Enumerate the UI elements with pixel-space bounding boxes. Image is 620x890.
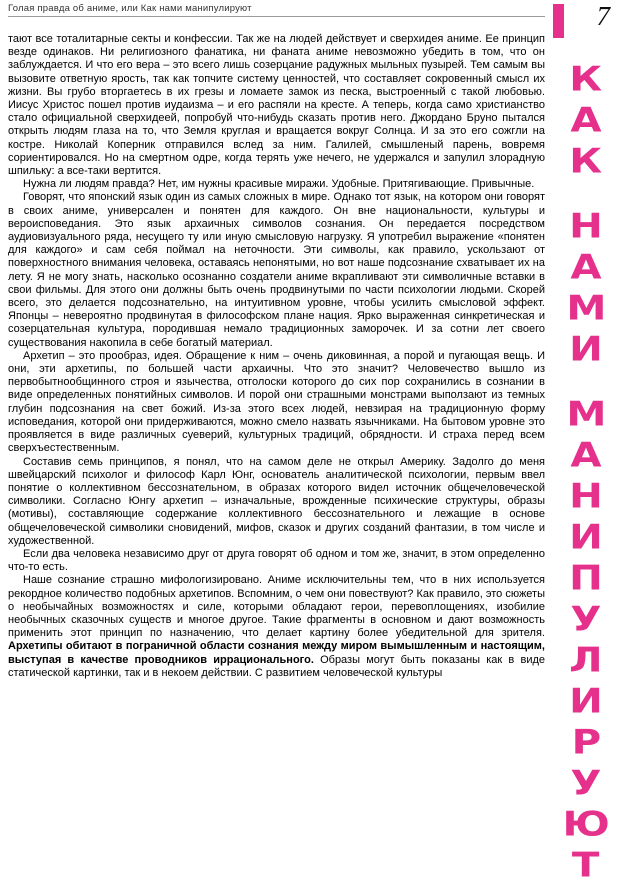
page-header (8, 3, 545, 25)
header-rule (8, 16, 545, 17)
paragraph: Если два человека независимо друг от друга говорят об одном и том же, значит, в этом определенно что-то есть. (8, 547, 545, 574)
paragraph-text: Образы могут быть показаны как в виде статической картинки, так и в некоем действии. С развитием человеческой культуры (8, 653, 545, 679)
vertical-letter: И (569, 330, 603, 370)
vertical-letter: А (570, 101, 602, 141)
paragraph: Нужна ли людям правда? Нет, им нужны красивые миражи. Удобные. Притягивающие. Привычные. (23, 178, 535, 191)
vertical-letter: Ю (562, 805, 610, 845)
vertical-letter: У (570, 600, 602, 640)
vertical-letter: К (569, 142, 603, 182)
vertical-letter: М (565, 395, 607, 435)
vertical-letter: Л (569, 641, 603, 681)
paragraph: Говорят, что японский язык один из самых сложных в мире. Однако тот язык, на котором они говорят в своих аниме, универсален и понятен для каждого. Он вне национальности, культуры и вероисповедания. Это язык архаичных символов сознания. Он передается посредством аудиовизуального ряда, несущего ту или иную смысловую нагрузку. Я употребил выражение «понятен для каждого» и сам себя поймал на неточности. Эти символы, как правило, ускользают от поверхностного внимания человека, оставаясь непонятыми, но вот наше подсознание схватывает их на лету. Я не могу знать, насколько осознанно создатели аниме вкрапливают эти символичные вставки в свои фильмы. Для этого они должны быть очень продвинутыми по части психологии людьми. Скорей всего, это делается подсознательно, на интуитивном уровне, чтобы усилить смысловой эффект. Японцы – невероятно продвинутая в философском плане нация. Ярко выраженная синкретическая и созерцательная культура, породившая немало традиционных заморочек. И за сотни лет своего существования накопила в себе богатый материал. (8, 191, 545, 349)
vertical-letter: А (570, 436, 602, 476)
vertical-letter: У (570, 764, 602, 804)
paragraph-bold-text: Архетипы обитают в пограничной области сознания между миром вымышленным и настоящим, выступая в качестве проводников иррационального. (8, 640, 545, 666)
vertical-letter: И (569, 518, 603, 558)
paragraph-text: Наше сознание страшно мифологизировано. Аниме исключительны тем, что в них используется рекордное количество подобных архетипов. Вспомним, о чем они повествуют? Как правило, это сюжеты о необычайных возможностях и силе, которыми обладают герои, перевоплощениях, изобилие необычных сказочных существ и многое другое. Такие фрагменты в основном и дают возможность применить этот принцип по назначению, что делает картину более убедительной для зрителя. (8, 574, 545, 640)
vertical-letter: П (569, 559, 603, 599)
vertical-letter: К (569, 60, 603, 100)
paragraph: тают все тоталитарные секты и конфессии. Так же на людей действует и сверхидея аниме. Ее принцип везде одинаков. Ни религиозного фанатика, ни фаната аниме невозможно убедить в том, что он заблуждается. И что его вера – это всего лишь созерцание радужных мыльных пузырей. Тем самым вы вызовите ответную ярость, так как топчите систему ценностей, что составляет сокровенный смысл их жизни. Вы грубо вторгаетесь в их грезы и ломаете замок из песка, выстроенный с такой любовью. Иисус Христос пошел против иудаизма – и его распяли на кресте. А теперь, когда само христианство стало официальной сверхидеей, попробуй что-нибудь сказать против него. Джордано Бруно пытался открыть людям глаза на то, что Земля круглая и вращается вокруг Солнца. И за это его сожгли на костре. Николай Коперник отправился вслед за ним. Галилей, смышленый парень, вовремя сориентировался. Но на смертном одре, когда терять уже нечего, не удержался и запулил злорадную шпильку: а все-таки вертится. (8, 33, 545, 178)
vertical-title (556, 60, 616, 886)
page-text (8, 33, 545, 680)
running-title: Голая правда об аниме, или Как нами манипулируют (8, 3, 252, 14)
vertical-letter: Р (571, 723, 601, 763)
paragraph: Составив семь принципов, я понял, что на самом деле не открыл Америку. Задолго до меня швейцарский психолог и философ Карл Юнг, основатель аналитической психологии, первым ввел понятие о коллективном бессознательном, в образах которого видел источник общечеловеческой символики. Согласно Юнгу архетип – изначальные, врожденные психические структуры, образы (мотивы), составляющие содержание коллективного бессознательного и лежащие в основе общечеловеческой символики сновидений, мифов, сказок и других созданий фантазии, в том числе и художественной. (8, 455, 545, 547)
vertical-letter: Н (569, 207, 603, 247)
vertical-letter: М (565, 289, 607, 329)
vertical-letter: И (569, 682, 603, 722)
vertical-letter: Т (572, 846, 600, 886)
vertical-letter: Н (569, 477, 603, 517)
vertical-letter: А (570, 248, 602, 288)
paragraph (8, 574, 545, 680)
paragraph: Архетип – это прообраз, идея. Обращение к ним – очень диковинная, а порой и пугающая вещь. И они, эти архетипы, по большей части архаичны. Что это значит? Человечество вышло из первобытнообщинного строя и язычества, отголоски которого до сих пор сохранились в сознании в виде определенных понятийных символов. И порой они страшными монстрами выползают из темных глубин подсознания на свет божий. Из-за этого всех людей, невзирая на традиционную форму исповедания, которой они придерживаются, можно смело назвать язычниками. На бытовом уровне это проявляется в виде различных суеверий, культурных традиций, обрядности. И страха перед всем сверхъестественным. (8, 349, 545, 455)
accent-bar (553, 4, 564, 38)
page-number: 7 (596, 1, 610, 31)
